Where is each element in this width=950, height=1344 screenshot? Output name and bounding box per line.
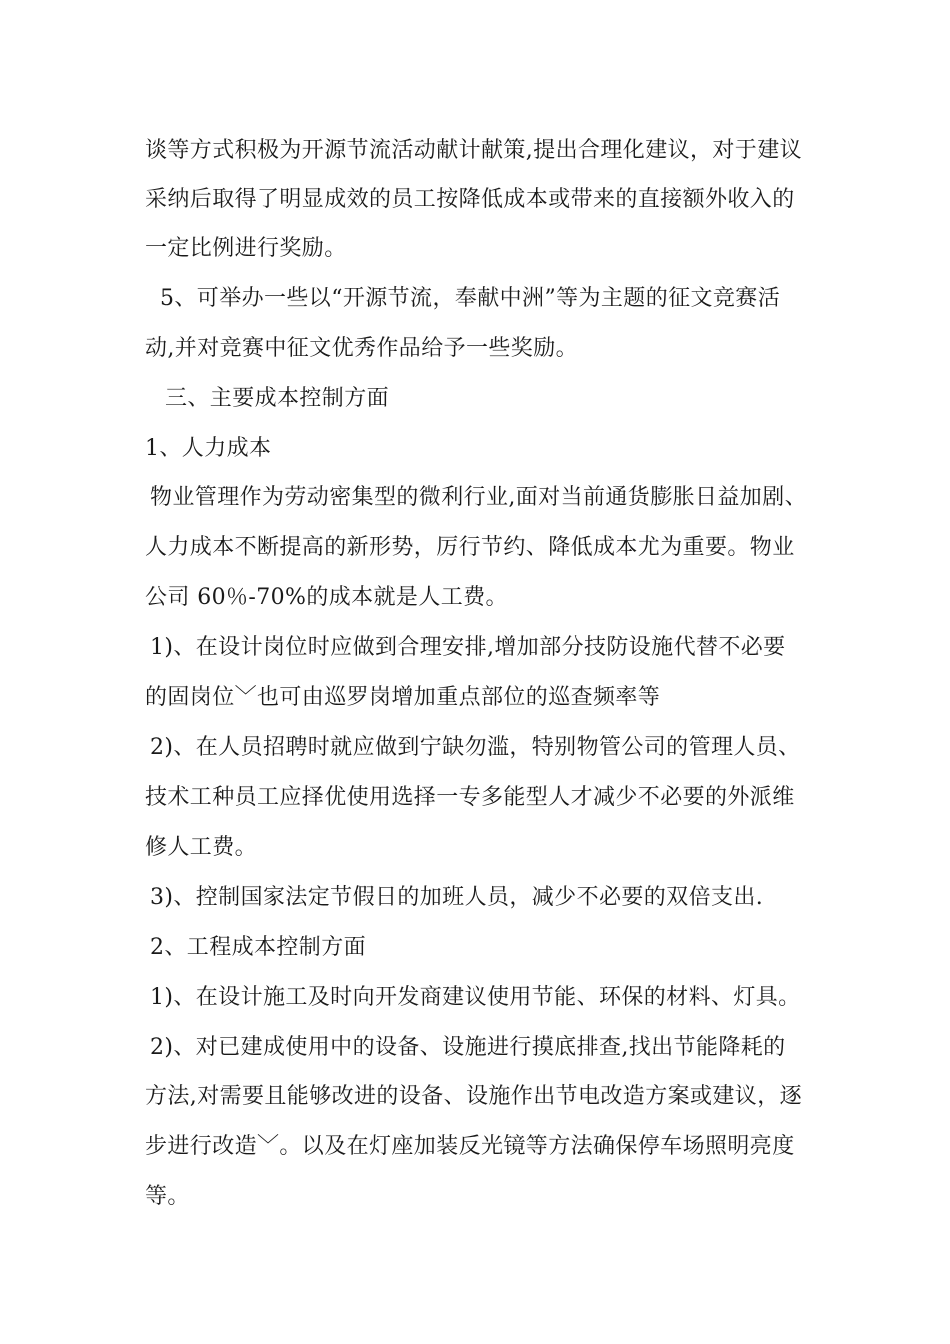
paragraph-line: 等。 <box>145 1184 190 1209</box>
paragraph-line: 修人工费。 <box>145 835 258 860</box>
paragraph-line: 物业管理作为劳动密集型的微利行业,面对当前通货膨胀日益加剧、 <box>150 485 807 510</box>
subsection-heading: 2、工程成本控制方面 <box>150 935 366 960</box>
section-heading: 三、主要成本控制方面 <box>165 386 390 411</box>
paragraph-line: 2)、在人员招聘时就应做到宁缺勿滥，特别物管公司的管理人员、 <box>150 735 801 760</box>
paragraph-line: 技术工种员工应择优使用选择一专多能型人才减少不必要的外派维 <box>145 785 795 810</box>
paragraph-line: 一定比例进行奖励。 <box>145 236 347 261</box>
paragraph-line: 人力成本不断提高的新形势，厉行节约、降低成本尤为重要。物业 <box>145 535 795 560</box>
paragraph-line: 采纳后取得了明显成效的员工按降低成本或带来的直接额外收入的 <box>145 187 795 212</box>
paragraph-line: 步进行改造﹀。以及在灯座加装反光镜等方法确保停车场照明亮度 <box>145 1134 795 1159</box>
subsection-heading: 1、人力成本 <box>145 436 272 461</box>
paragraph-line: 3)、控制国家法定节假日的加班人员，减少不必要的双倍支出. <box>150 885 764 910</box>
paragraph-line: 5、可举办一些以“开源节流，奉献中洲”等为主题的征文竞赛活 <box>160 286 781 311</box>
paragraph-line: 动,并对竞赛中征文优秀作品给予一些奖励。 <box>145 336 578 361</box>
paragraph-line: 方法,对需要且能够改进的设备、设施作出节电改造方案或建议，逐 <box>145 1084 802 1109</box>
paragraph-line: 1)、在设计施工及时向开发商建议使用节能、环保的材料、灯具。 <box>150 985 801 1010</box>
paragraph-line: 公司 60％-70%的成本就是人工费。 <box>145 585 508 610</box>
paragraph-line: 1)、在设计岗位时应做到合理安排,增加部分技防设施代替不必要 <box>150 635 786 660</box>
paragraph-line: 的固岗位﹀也可由巡罗岗增加重点部位的巡查频率等 <box>145 685 661 710</box>
paragraph-line: 2)、对已建成使用中的设备、设施进行摸底排查,找出节能降耗的 <box>150 1035 786 1060</box>
paragraph-line: 谈等方式积极为开源节流活动献计献策,提出合理化建议，对于建议 <box>145 138 802 163</box>
